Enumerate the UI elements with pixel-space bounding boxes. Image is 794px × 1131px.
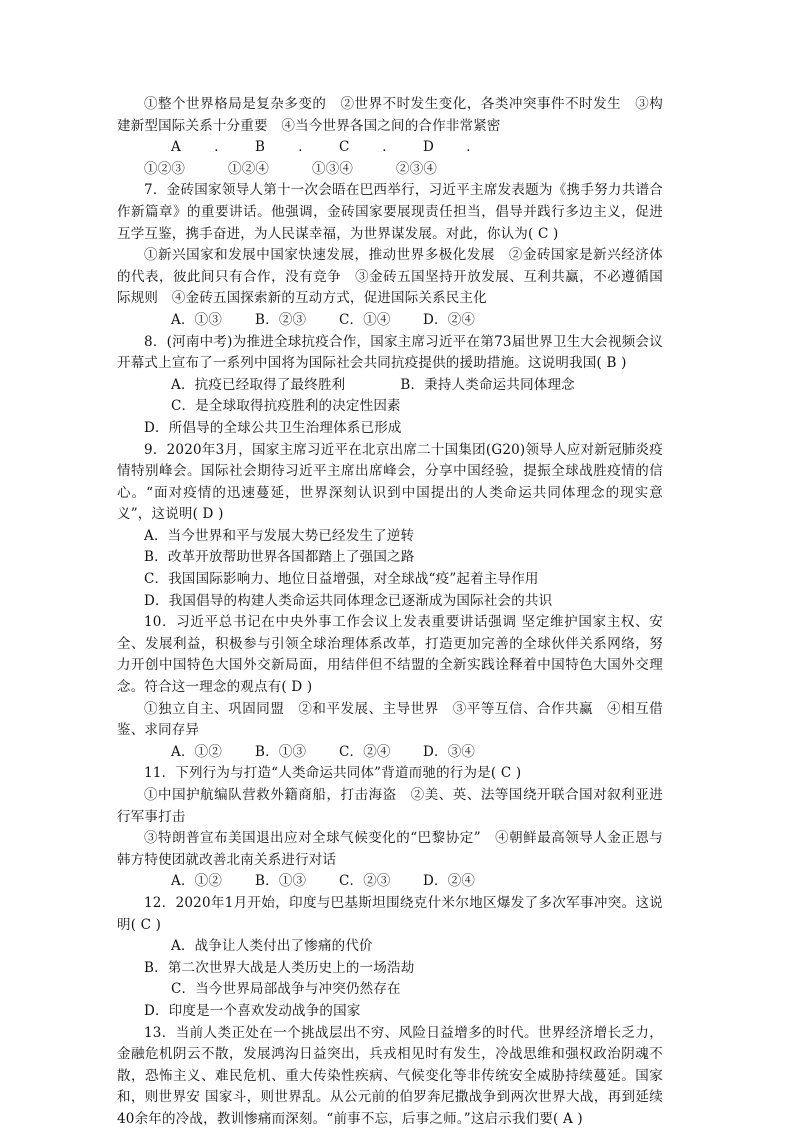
option-a: A．战争让人类付出了惨痛的代价: [171, 938, 373, 955]
option-b: B．①②④: [228, 139, 312, 177]
q9-option-d: D．我国倡导的构建人类命运共同体理念已逐渐成为国际社会的共识: [144, 592, 553, 609]
q11-options: [117, 871, 663, 893]
q10-statements: ①独立自主、巩固同盟 ②和平发展、主导世界 ③平等互信、合作共赢 ④相互借鉴、求同存异: [117, 700, 663, 739]
option-d: D．②④: [423, 311, 476, 328]
q10-stem: 10．习近平总书记在中央外事工作会议上发表重要讲话强调 坚定维护国家主权、安全、发展利益，积极参与引领全球治理体系改革，打造更加完善的全球伙伴关系网络，努力开创中国特色大国外交新局面，用结伴但不结盟的全新实践诠释着中国特色大国外交理念。符合这一理念的观点有( D ): [117, 614, 663, 696]
q10-options: [117, 742, 663, 764]
document-page: [117, 94, 663, 1131]
option-b: B．①③: [255, 743, 307, 760]
option-d: D．③④: [423, 743, 476, 760]
q8-options-ab: [117, 375, 663, 397]
q9-option-b: B．改革开放帮助世界各国都踏上了强国之路: [144, 549, 415, 566]
option-b: B．①③: [255, 873, 307, 890]
option-c: C．当今世界局部战争与冲突仍然存在: [171, 981, 401, 998]
q6-options: [117, 137, 663, 180]
option-c: C．②④: [339, 743, 391, 760]
option-d: D．所倡导的全球公共卫生治理体系已形成: [144, 419, 402, 436]
q11-stem: 11．下列行为与打造“人类命运共同体”背道而驰的行为是( C ): [144, 765, 522, 782]
option-c: C．①③④: [312, 139, 396, 177]
q12-options-cd: [117, 979, 663, 1022]
q13-stem: 13．当前人类正处在一个挑战层出不穷、风险日益增多的时代。世界经济增长乏力，金融危机阴云不散，发展鸿沟日益突出，兵戎相见时有发生，冷战思维和强权政治阴魂不散，恐怖主义、难民危机、重大传染性疾病、气候变化等非传统安全威胁持续蔓延。国家和，则世界安 国家斗，则世界乱。从公元前的伯罗奔尼撒战争到两次世界大战，再到延续40余年的冷战，教训惨痛而深刻。“前事不忘，后事之师。”这启示我们要( A ): [117, 1024, 663, 1127]
q12-options-ab: [117, 936, 663, 979]
q8-options-cd: [117, 396, 663, 439]
q7-statements: ①新兴国家和发展中国家快速发展，推动世界多极化发展 ②金砖国家是新兴经济体的代表，彼此间只有合作，没有竞争 ③金砖五国坚持开放发展、互利共赢，不必遵循国际规则 ④金砖五国探索新的互动方式，促进国际关系民主化: [117, 247, 663, 307]
option-b: B．第二次世界大战是人类历史上的一场浩劫: [144, 959, 415, 976]
q11-statements-a: ①中国护航编队营救外籍商船，打击海盗 ②美、英、法等国绕开联合国对叙利亚进行军事打击: [117, 787, 663, 825]
option-c: C．①④: [339, 311, 391, 328]
q8-stem: 8．(河南中考)为推进全球抗疫合作，国家主席习近平在第73届世界卫生大会视频会议开幕式上宣布了一系列中国将为国际社会共同抗疫提供的援助措施。这说明我国( B ): [117, 333, 663, 372]
q9-stem: 9．2020年3月，国家主席习近平在北京出席二十国集团(G20)领导人应对新冠肺炎疫情特别峰会。国际社会期待习近平主席出席峰会，分享中国经验，提振全球战胜疫情的信心。“面对疫情的迅速蔓延，世界深刻认识到中国提出的人类命运共同体理念的现实意义”，这说明( D ): [117, 441, 663, 523]
option-a: A．①②③: [144, 139, 228, 177]
option-c: C．是全球取得抗疫胜利的决定性因素: [171, 398, 401, 415]
option-c: C．②③: [339, 873, 391, 890]
q7-stem: 7．金砖国家领导人第十一次会晤在巴西举行，习近平主席发表题为《携手努力共谱合作新篇章》的重要讲话。他强调，金砖国家要展现责任担当，倡导并践行多边主义，促进互学互鉴，携手奋进，为人民谋幸福，为世界谋发展。对此，你认为( C ): [117, 182, 663, 242]
option-b: B．秉持人类命运共同体理念: [400, 376, 575, 393]
option-a: A．①②: [171, 743, 223, 760]
option-a: A．①②: [171, 873, 223, 890]
option-b: B．②③: [255, 311, 307, 328]
option-a: A．①③: [171, 311, 223, 328]
q9-option-c: C．我国国际影响力、地位日益增强，对全球战“疫”起着主导作用: [144, 571, 539, 588]
q7-options: [117, 310, 663, 332]
option-a: A．抗疫已经取得了最终胜利: [171, 376, 346, 393]
q11-statements-b: ③特朗普宣布美国退出应对全球气候变化的“巴黎协定” ④朝鲜最高领导人金正恩与韩方特使团就改善北南关系进行对话: [117, 830, 663, 868]
q12-stem: 12．2020年1月开始，印度与巴基斯坦围绕克什米尔地区爆发了多次军事冲突。这说明( C ): [117, 894, 663, 933]
option-d: D．印度是一个喜欢发动战争的国家: [144, 1002, 361, 1019]
option-d: D．②④: [423, 873, 476, 890]
option-d: D．②③④: [396, 139, 480, 177]
q6-statements: ①整个世界格局是复杂多变的 ②世界不时发生变化，各类冲突事件不时发生 ③构建新型国际关系十分重要 ④当今世界各国之间的合作非常紧密: [117, 96, 663, 134]
q9-option-a: A．当今世界和平与发展大势已经发生了逆转: [144, 527, 415, 544]
